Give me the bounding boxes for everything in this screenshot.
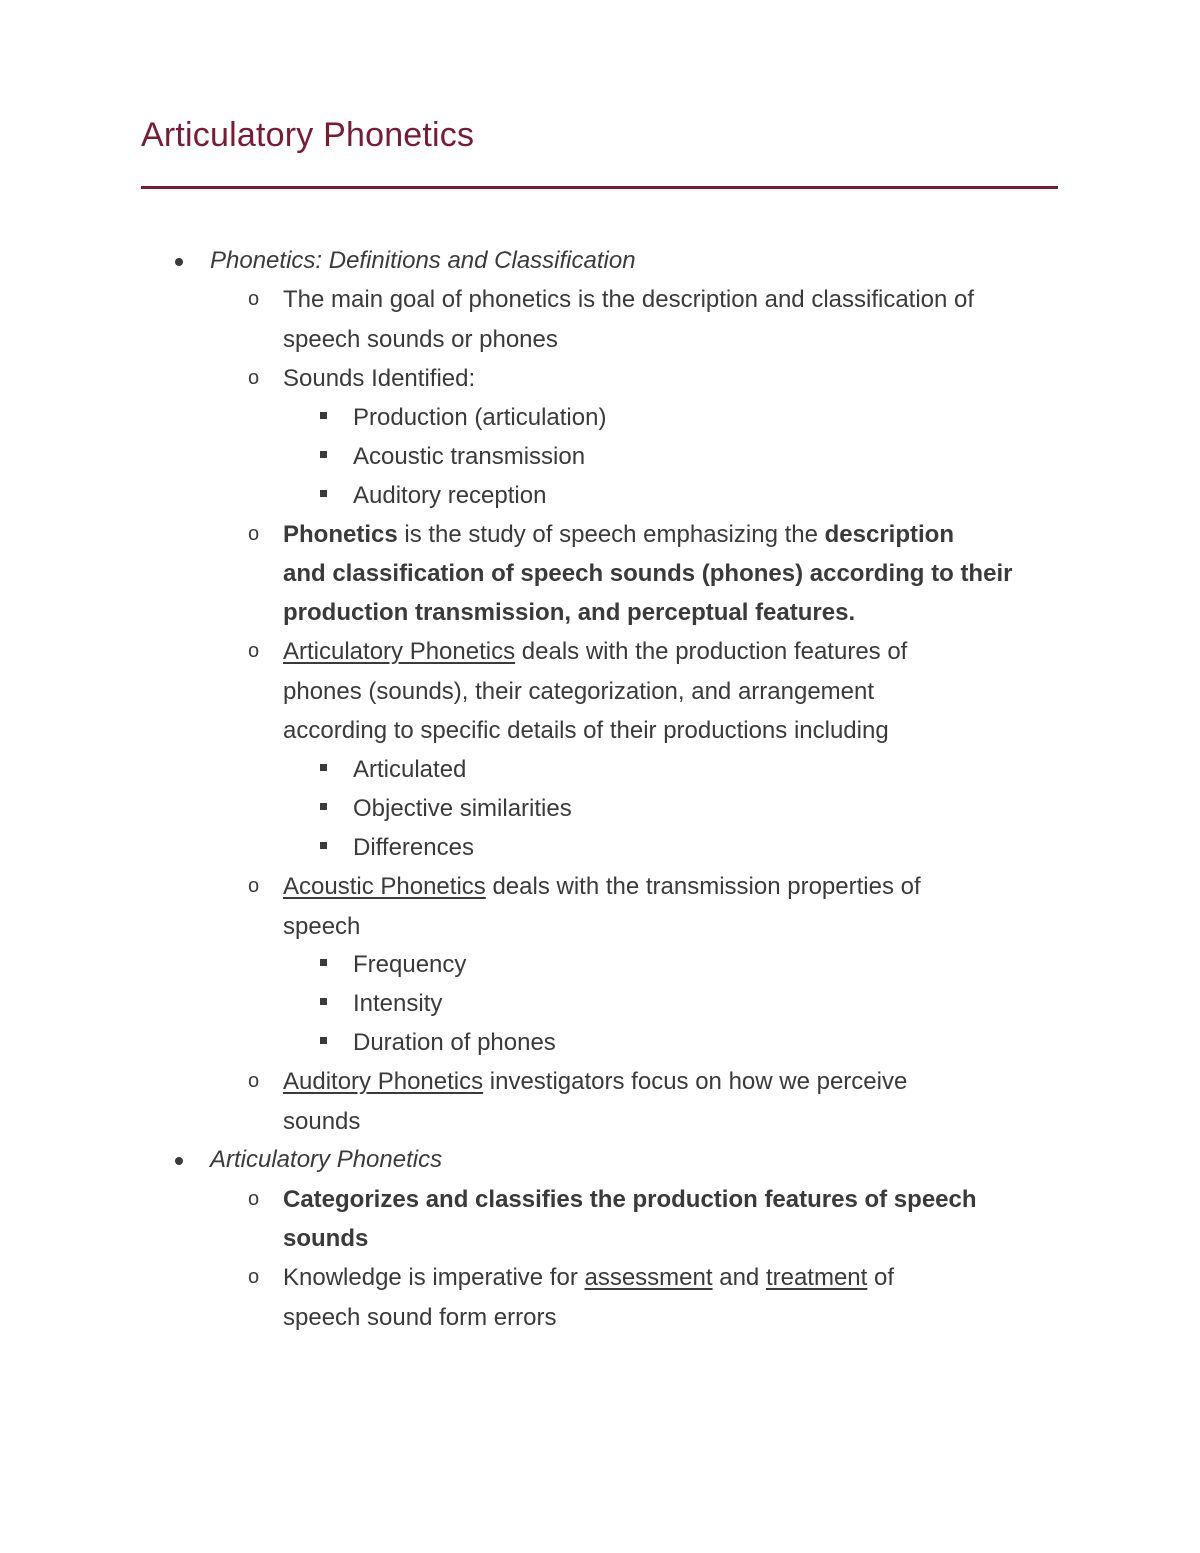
sub-list-item: Duration of phones	[353, 1029, 556, 1056]
text-run: investigators focus on how we perceive	[483, 1068, 908, 1095]
bullet-circle-icon: o	[248, 1188, 260, 1210]
list-item-text	[283, 1062, 907, 1101]
bullet-square-icon	[320, 1023, 327, 1062]
bold-term: description	[824, 521, 954, 548]
list-item-text-continued: according to specific details of their productions including	[283, 717, 889, 744]
underlined-term: assessment	[584, 1264, 713, 1291]
sub-list-item: Production (articulation)	[353, 404, 607, 431]
text-run: of	[867, 1264, 895, 1291]
bullet-circle-icon: o	[248, 367, 260, 389]
text-run: deals with the transmission properties of	[485, 873, 921, 900]
bold-term: Phonetics	[283, 521, 398, 548]
bullet-square-icon	[320, 476, 327, 515]
bullet-square-icon	[320, 437, 327, 476]
bullet-dot-icon	[175, 241, 183, 280]
bullet-circle-icon: o	[248, 523, 260, 545]
sub-list-item: Objective similarities	[353, 795, 572, 822]
bullet-square-icon	[320, 828, 327, 867]
sub-list-item: Frequency	[353, 951, 467, 978]
underlined-term: Articulatory Phonetics	[283, 638, 516, 665]
bullet-circle-icon: o	[248, 288, 260, 310]
bullet-circle-icon: o	[248, 1266, 260, 1288]
list-item-text	[283, 632, 907, 671]
title-divider	[141, 186, 1058, 189]
bullet-square-icon	[320, 945, 327, 984]
bullet-square-icon	[320, 984, 327, 1023]
sub-list-item: Acoustic transmission	[353, 443, 586, 470]
bullet-square-icon	[320, 789, 327, 828]
text-run: deals with the production features of	[515, 638, 908, 665]
underlined-term: treatment	[765, 1264, 868, 1291]
list-item-text-continued: phones (sounds), their categorization, and arrangement	[283, 678, 875, 705]
list-item-text-continued: and classification of speech sounds (phones) according to their	[283, 560, 1013, 587]
text-run: and	[712, 1264, 766, 1291]
list-item-text: Sounds Identified:	[283, 365, 476, 392]
document-title: Articulatory Phonetics	[141, 116, 475, 154]
list-item-heading: Articulatory Phonetics	[210, 1146, 443, 1173]
list-item-text-continued: sounds	[283, 1225, 369, 1252]
list-item-text-continued: speech sounds or phones	[283, 326, 558, 353]
sub-list-item: Differences	[353, 834, 474, 861]
sub-list-item: Intensity	[353, 990, 443, 1017]
list-item-text-continued: speech sound form errors	[283, 1304, 557, 1331]
list-item-text	[283, 1258, 894, 1297]
text-run: is the study of speech emphasizing the	[397, 521, 825, 548]
bullet-square-icon	[320, 398, 327, 437]
underlined-term: Acoustic Phonetics	[283, 873, 486, 900]
list-item-text	[283, 867, 921, 906]
list-item-text	[283, 515, 954, 554]
sub-list-item: Auditory reception	[353, 482, 547, 509]
underlined-term: Auditory Phonetics	[283, 1068, 484, 1095]
bullet-dot-icon	[175, 1140, 183, 1179]
list-item-text: The main goal of phonetics is the description and classification of	[283, 286, 975, 313]
list-item-text: Categorizes and classifies the production features of speech	[283, 1186, 977, 1213]
bullet-square-icon	[320, 750, 327, 789]
list-item-heading: Phonetics: Definitions and Classification	[210, 247, 636, 274]
bullet-circle-icon: o	[248, 1070, 260, 1092]
bullet-circle-icon: o	[248, 875, 260, 897]
bullet-circle-icon: o	[248, 640, 260, 662]
list-item-text-continued: sounds	[283, 1108, 361, 1135]
list-item-text-continued: speech	[283, 913, 361, 940]
sub-list-item: Articulated	[353, 756, 467, 783]
list-item-text-continued: production transmission, and perceptual features.	[283, 599, 856, 626]
text-run: Knowledge is imperative for	[283, 1264, 585, 1291]
